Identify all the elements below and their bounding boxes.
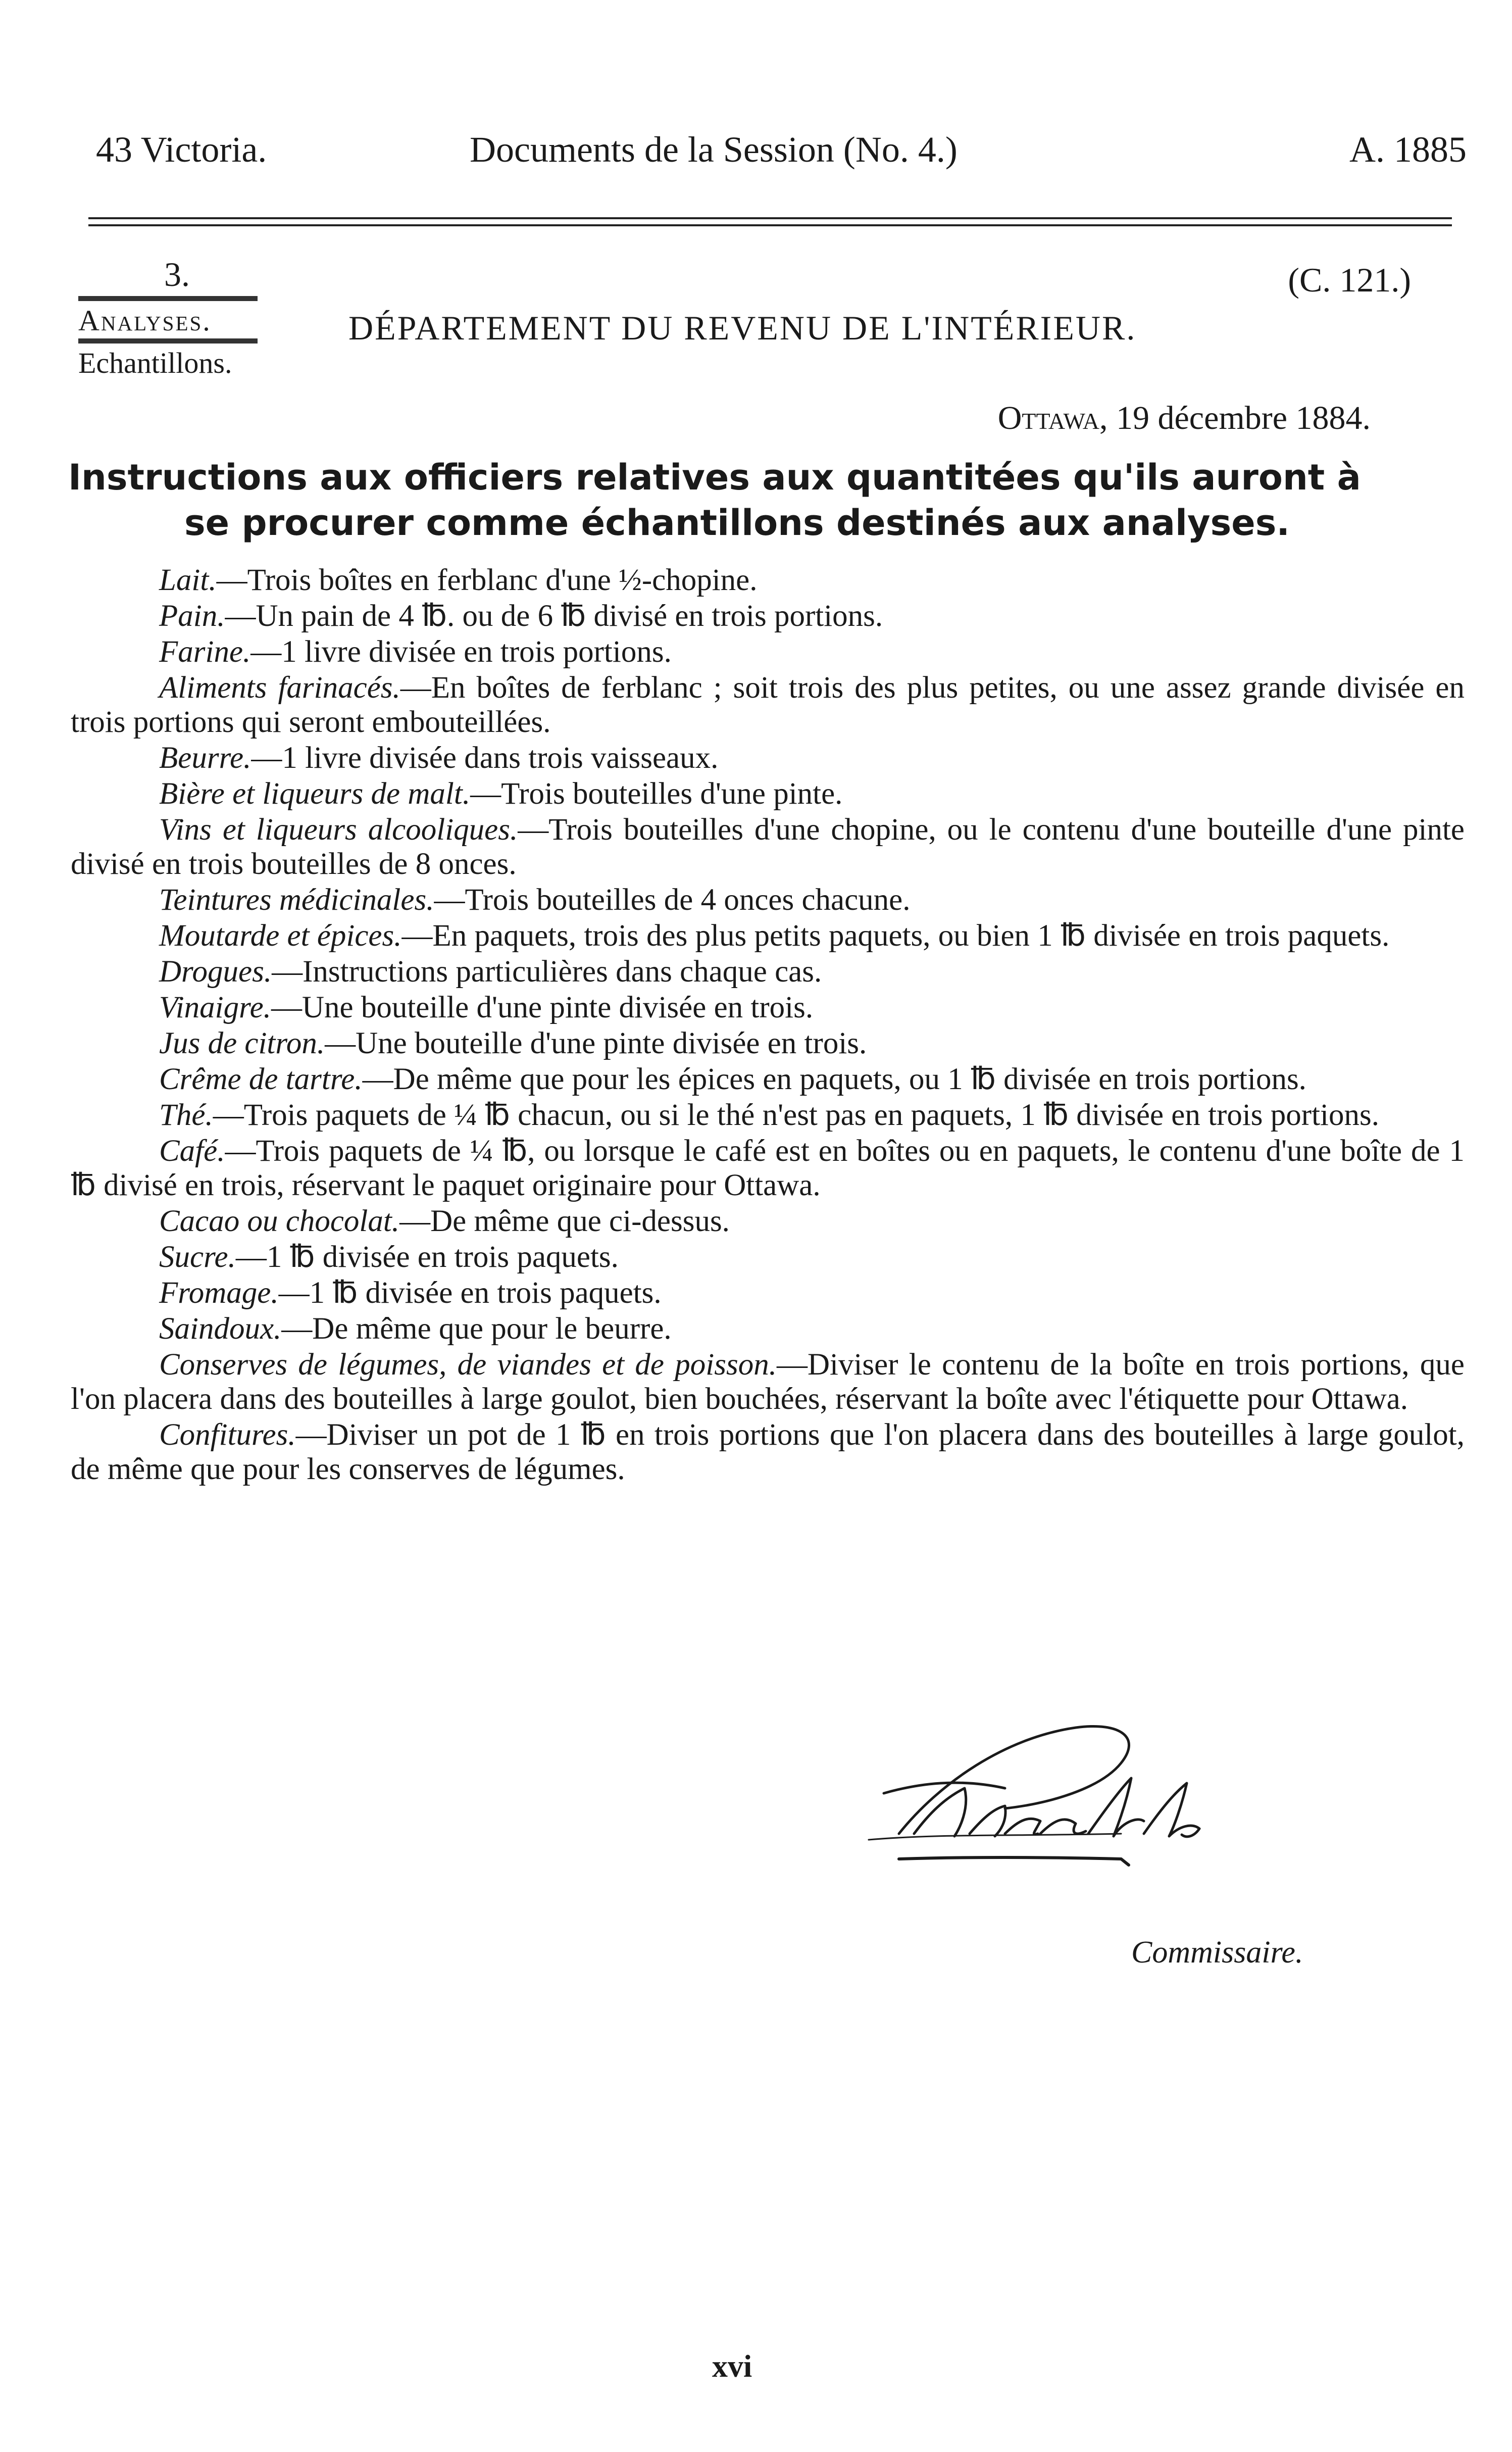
entry-text: —1 livre divisée dans trois vaisseaux.	[251, 741, 719, 775]
entry-text: —Trois paquets de ¼ ℔ chacun, ou si le thé n'est pas en paquets, 1 ℔ divisée en trois portions.	[213, 1098, 1379, 1132]
entry-term: Jus de citron.	[159, 1026, 325, 1060]
entry-text: —Un pain de 4 ℔. ou de 6 ℔ divisé en trois portions.	[225, 599, 883, 633]
instruction-entry	[71, 1418, 1465, 1487]
entry-text: —Trois boîtes en ferblanc d'une ½-chopine.	[216, 563, 758, 597]
title-line-1: Instructions aux officiers relatives aux quantitées qu'ils auront à	[68, 457, 1361, 498]
entry-text: —Trois paquets de ¼ ℔, ou lorsque le café est en boîtes ou en paquets, le contenu d'une boîte de 1 ℔ divisé en trois, réservant le paquet originaire pour Ottawa.	[71, 1134, 1465, 1202]
entry-text: —Trois bouteilles d'une chopine, ou le contenu d'une bouteille d'une pinte divisé en trois bouteilles de 8 onces.	[71, 813, 1465, 881]
dateline-date: , 19 décembre 1884.	[1099, 400, 1371, 436]
entry-term: Teintures médicinales.	[159, 883, 434, 917]
entry-text: —Trois bouteilles d'une pinte.	[470, 777, 843, 811]
instruction-entry	[71, 1276, 1465, 1310]
header-year: A. 1885	[1349, 129, 1467, 170]
marginal-label-echantillons: Echantillons.	[78, 347, 232, 379]
document-reference: (C. 121.)	[1288, 261, 1411, 299]
entry-term: Conserves de légumes, de viandes et de poisson.	[159, 1348, 777, 1382]
instruction-entry	[71, 883, 1465, 917]
entry-term: Cacao ou chocolat.	[159, 1204, 400, 1238]
entry-term: Confitures.	[159, 1418, 296, 1452]
instruction-entry	[71, 1062, 1465, 1097]
page-folio: xvi	[712, 2349, 752, 2384]
entry-term: Vins et liqueurs alcooliques.	[159, 813, 518, 847]
handwritten-signature	[838, 1707, 1273, 1869]
entry-term: Vinaigre.	[159, 991, 271, 1024]
entry-term: Saindoux.	[159, 1312, 282, 1346]
instruction-entry	[71, 919, 1465, 953]
entry-term: Café.	[159, 1134, 225, 1168]
entry-text: —Trois bouteilles de 4 onces chacune.	[434, 883, 911, 917]
entry-term: Farine.	[159, 635, 251, 669]
header-rule-bottom	[88, 224, 1452, 226]
marginal-note	[78, 255, 290, 380]
entry-term: Drogues.	[159, 955, 272, 989]
entry-term: Thé.	[159, 1098, 213, 1132]
instruction-entry	[71, 599, 1465, 633]
entry-term: Beurre.	[159, 741, 251, 775]
header-rule-top	[88, 217, 1452, 219]
marginal-rule	[78, 338, 258, 344]
entry-term: Crême de tartre.	[159, 1062, 363, 1096]
entry-term: Moutarde et épices.	[159, 919, 402, 953]
instruction-entry	[71, 1098, 1465, 1133]
entry-text: —1 ℔ divisée en trois paquets.	[235, 1240, 619, 1274]
instruction-entry	[71, 955, 1465, 989]
instruction-entry	[71, 1348, 1465, 1416]
running-header	[96, 129, 1467, 169]
entry-text: —Instructions particulières dans chaque cas.	[272, 955, 822, 989]
instruction-entry	[71, 777, 1465, 811]
dateline-place: Ottawa	[997, 400, 1099, 436]
entry-term: Lait.	[159, 563, 217, 597]
marginal-rule	[78, 296, 258, 301]
entry-text: —De même que pour les épices en paquets, ou 1 ℔ divisée en trois portions.	[362, 1062, 1306, 1096]
dateline	[998, 399, 1371, 437]
instruction-entry	[71, 1134, 1465, 1203]
header-title: Documents de la Session (No. 4.)	[470, 129, 957, 170]
document-number: 3.	[164, 255, 190, 293]
entry-text: —1 livre divisée en trois portions.	[250, 635, 672, 669]
entry-text: —En paquets, trois des plus petits paquets, ou bien 1 ℔ divisée en trois paquets.	[401, 919, 1390, 953]
signature-title: Commissaire.	[1131, 1935, 1303, 1970]
entry-term: Bière et liqueurs de malt.	[159, 777, 471, 811]
header-volume: 43 Victoria.	[96, 129, 267, 170]
instruction-entry	[71, 1204, 1465, 1239]
entry-text: —1 ℔ divisée en trois paquets.	[278, 1276, 662, 1310]
instruction-entry	[71, 671, 1465, 740]
department-heading: DÉPARTEMENT DU REVENU DE L'INTÉRIEUR.	[348, 309, 1137, 347]
entry-text: —Diviser un pot de 1 ℔ en trois portions que l'on placera dans des bouteilles à large goulot, de même que pour les conserves de légumes.	[71, 1418, 1465, 1486]
entry-text: —De même que ci-dessus.	[399, 1204, 730, 1238]
instruction-entry	[71, 991, 1465, 1025]
instruction-list	[71, 563, 1465, 1488]
instruction-entry	[71, 1026, 1465, 1061]
entry-text: —De même que pour le beurre.	[281, 1312, 672, 1346]
entry-term: Sucre.	[159, 1240, 236, 1274]
instruction-entry	[71, 1312, 1465, 1346]
entry-text: —En boîtes de ferblanc ; soit trois des plus petites, ou une assez grande divisée en trois portions qui seront embouteillées.	[71, 671, 1465, 739]
instruction-entry	[71, 813, 1465, 881]
instruction-entry	[71, 635, 1465, 669]
document-title	[68, 455, 1472, 546]
entry-text: —Une bouteille d'une pinte divisée en trois.	[271, 991, 814, 1024]
instruction-entry	[71, 1240, 1465, 1274]
title-line-2: se procurer comme échantillons destinés aux analyses.	[184, 502, 1290, 544]
entry-term: Aliments farinacés.	[159, 671, 400, 705]
entry-term: Fromage.	[159, 1276, 279, 1310]
entry-text: —Diviser le contenu de la boîte en trois portions, que l'on placera dans des bouteilles à large goulot, bien bouchées, réservant la boîte avec l'étiquette pour Ottawa.	[71, 1348, 1465, 1416]
entry-term: Pain.	[159, 599, 225, 633]
marginal-label-analyses: Analyses.	[78, 304, 212, 337]
entry-text: —Une bouteille d'une pinte divisée en trois.	[325, 1026, 867, 1060]
instruction-entry	[71, 741, 1465, 775]
instruction-entry	[71, 563, 1465, 598]
